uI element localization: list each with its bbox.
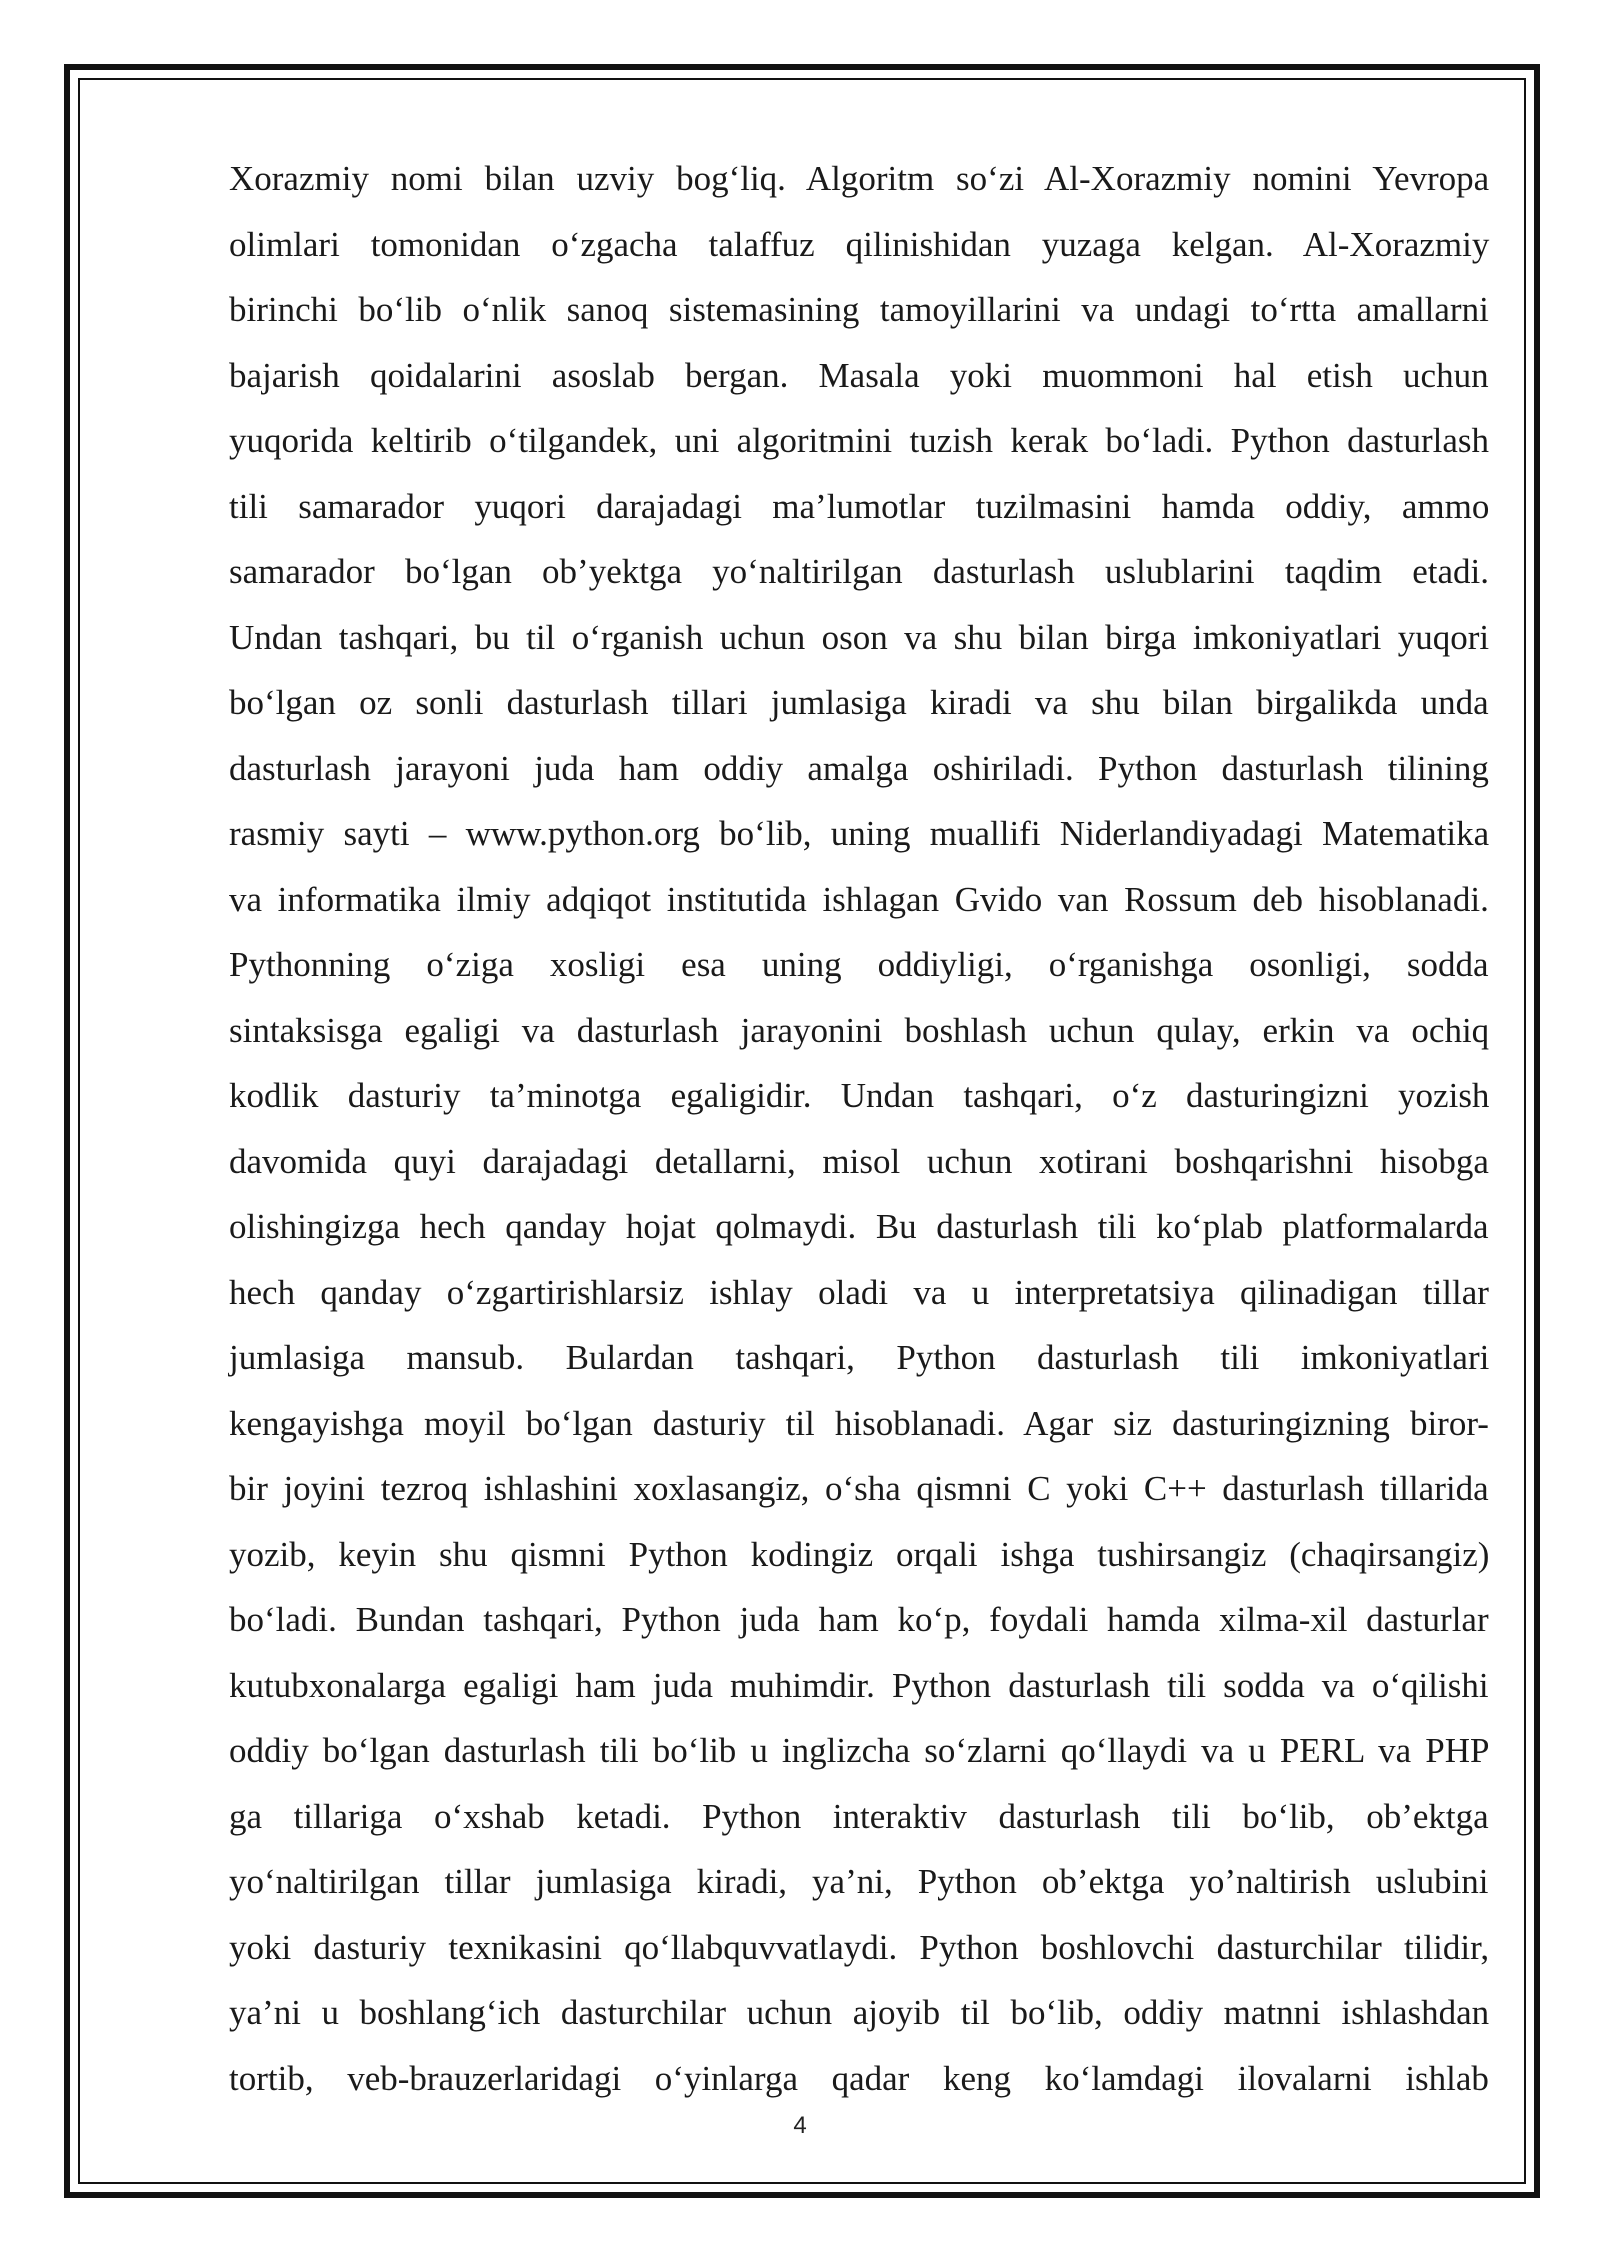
text-line: jumlasiga mansub. Bulardan tashqari, Python dasturlash tili imkoniyatlari	[229, 1338, 1490, 1377]
text-line: bo‘lgan oz sonli dasturlash tillari jumlasiga kiradi va shu bilan birgalikda unda	[229, 683, 1489, 722]
text-line: Undan tashqari, bu til o‘rganish uchun oson va shu bilan birga imkoniyatlari yuqori	[229, 617, 1490, 657]
text-line: kodlik dasturiy ta’minotga egaligidir. Undan tashqari, o‘z dasturingizni yozish	[229, 1076, 1490, 1115]
text-line: oddiy bo‘lgan dasturlash tili bo‘lib u inglizcha so‘zlarni qo‘llaydi va u PERL va PHP	[229, 1731, 1490, 1770]
text-line: rasmiy sayti – www.python.org bo‘lib, uning muallifi Niderlandiyadagi Matematika	[229, 814, 1490, 853]
text-line: kutubxonalarga egaligi ham juda muhimdir. Python dasturlash tili sodda va o‘qilishi	[229, 1665, 1489, 1705]
text-line: samarador bo‘lgan ob’yektga yo‘naltirilgan dasturlash uslublarini taqdim etadi.	[229, 552, 1489, 591]
text-line: yo‘naltirilgan tillar jumlasiga kiradi, ya’ni, Python ob’ektga yo’naltirish uslubini	[229, 1862, 1489, 1901]
page-number: 4	[793, 2112, 807, 2139]
text-line: Pythonning o‘ziga xosligi esa uning oddiyligi, o‘rganishga osonligi, sodda	[229, 945, 1489, 984]
text-line: va informatika ilmiy adqiqot institutida ishlagan Gvido van Rossum deb hisoblanadi.	[229, 879, 1489, 919]
text-line: olimlari tomonidan o‘zgacha talaffuz qilinishidan yuzaga kelgan. Al-Xorazmiy	[229, 224, 1490, 264]
text-line: yozib, keyin shu qismni Python kodingiz orqali ishga tushirsangiz (chaqirsangiz)	[229, 1534, 1490, 1574]
text-line: birinchi bo‘lib o‘nlik sanoq sistemasining tamoyillarini va undagi to‘rtta amallarni	[229, 290, 1489, 329]
text-line: yoki dasturiy texnikasini qo‘llabquvvatlaydi. Python boshlovchi dasturchilar tilidir,	[229, 1927, 1490, 1967]
text-line: yuqorida keltirib o‘tilgandek, uni algoritmini tuzish kerak bo‘ladi. Python dasturlash	[229, 421, 1490, 460]
text-line: olishingizga hech qanday hojat qolmaydi. Bu dasturlash tili ko‘plab platformalarda	[229, 1207, 1489, 1246]
text-line: sintaksisga egaligi va dasturlash jarayonini boshlash uchun qulay, erkin va ochiq	[229, 1010, 1490, 1050]
text-line: tortib, veb-brauzerlaridagi o‘yinlarga qadar keng ko‘lamdagi ilovalarni ishlab	[229, 2058, 1489, 2098]
text-line: hech qanday o‘zgartirishlarsiz ishlay oladi va u interpretatsiya qilinadigan tillar	[229, 1272, 1489, 1312]
text-line: ga tillariga o‘xshab ketadi. Python interaktiv dasturlash tili bo‘lib, ob’ektga	[229, 1796, 1489, 1836]
text-line: kengayishga moyil bo‘lgan dasturiy til hisoblanadi. Agar siz dasturingizning biror-	[229, 1403, 1489, 1443]
text-line: tili samarador yuqori darajadagi ma’lumotlar tuzilmasini hamda oddiy, ammo	[229, 486, 1490, 526]
text-line: ya’ni u boshlang‘ich dasturchilar uchun ajoyib til bo‘lib, oddiy matnni ishlashdan	[229, 1993, 1490, 2032]
text-line: bajarish qoidalarini asoslab bergan. Masala yoki muommoni hal etish uchun	[229, 355, 1489, 395]
text-line: dasturlash jarayoni juda ham oddiy amalga oshiriladi. Python dasturlash tilining	[229, 748, 1489, 788]
text-line: davomida quyi darajadagi detallarni, misol uchun xotirani boshqarishni hisobga	[229, 1141, 1489, 1181]
text-line: Xorazmiy nomi bilan uzviy bog‘liq. Algoritm so‘zi Al-Xorazmiy nomini Yevropa	[229, 159, 1490, 198]
body-text	[229, 146, 1489, 2111]
text-line: bo‘ladi. Bundan tashqari, Python juda ham ko‘p, foydali hamda xilma-xil dasturlar	[229, 1600, 1489, 1639]
text-line: bir joyini tezroq ishlashini xoxlasangiz, o‘sha qismni C yoki C++ dasturlash tillarida	[229, 1469, 1489, 1508]
